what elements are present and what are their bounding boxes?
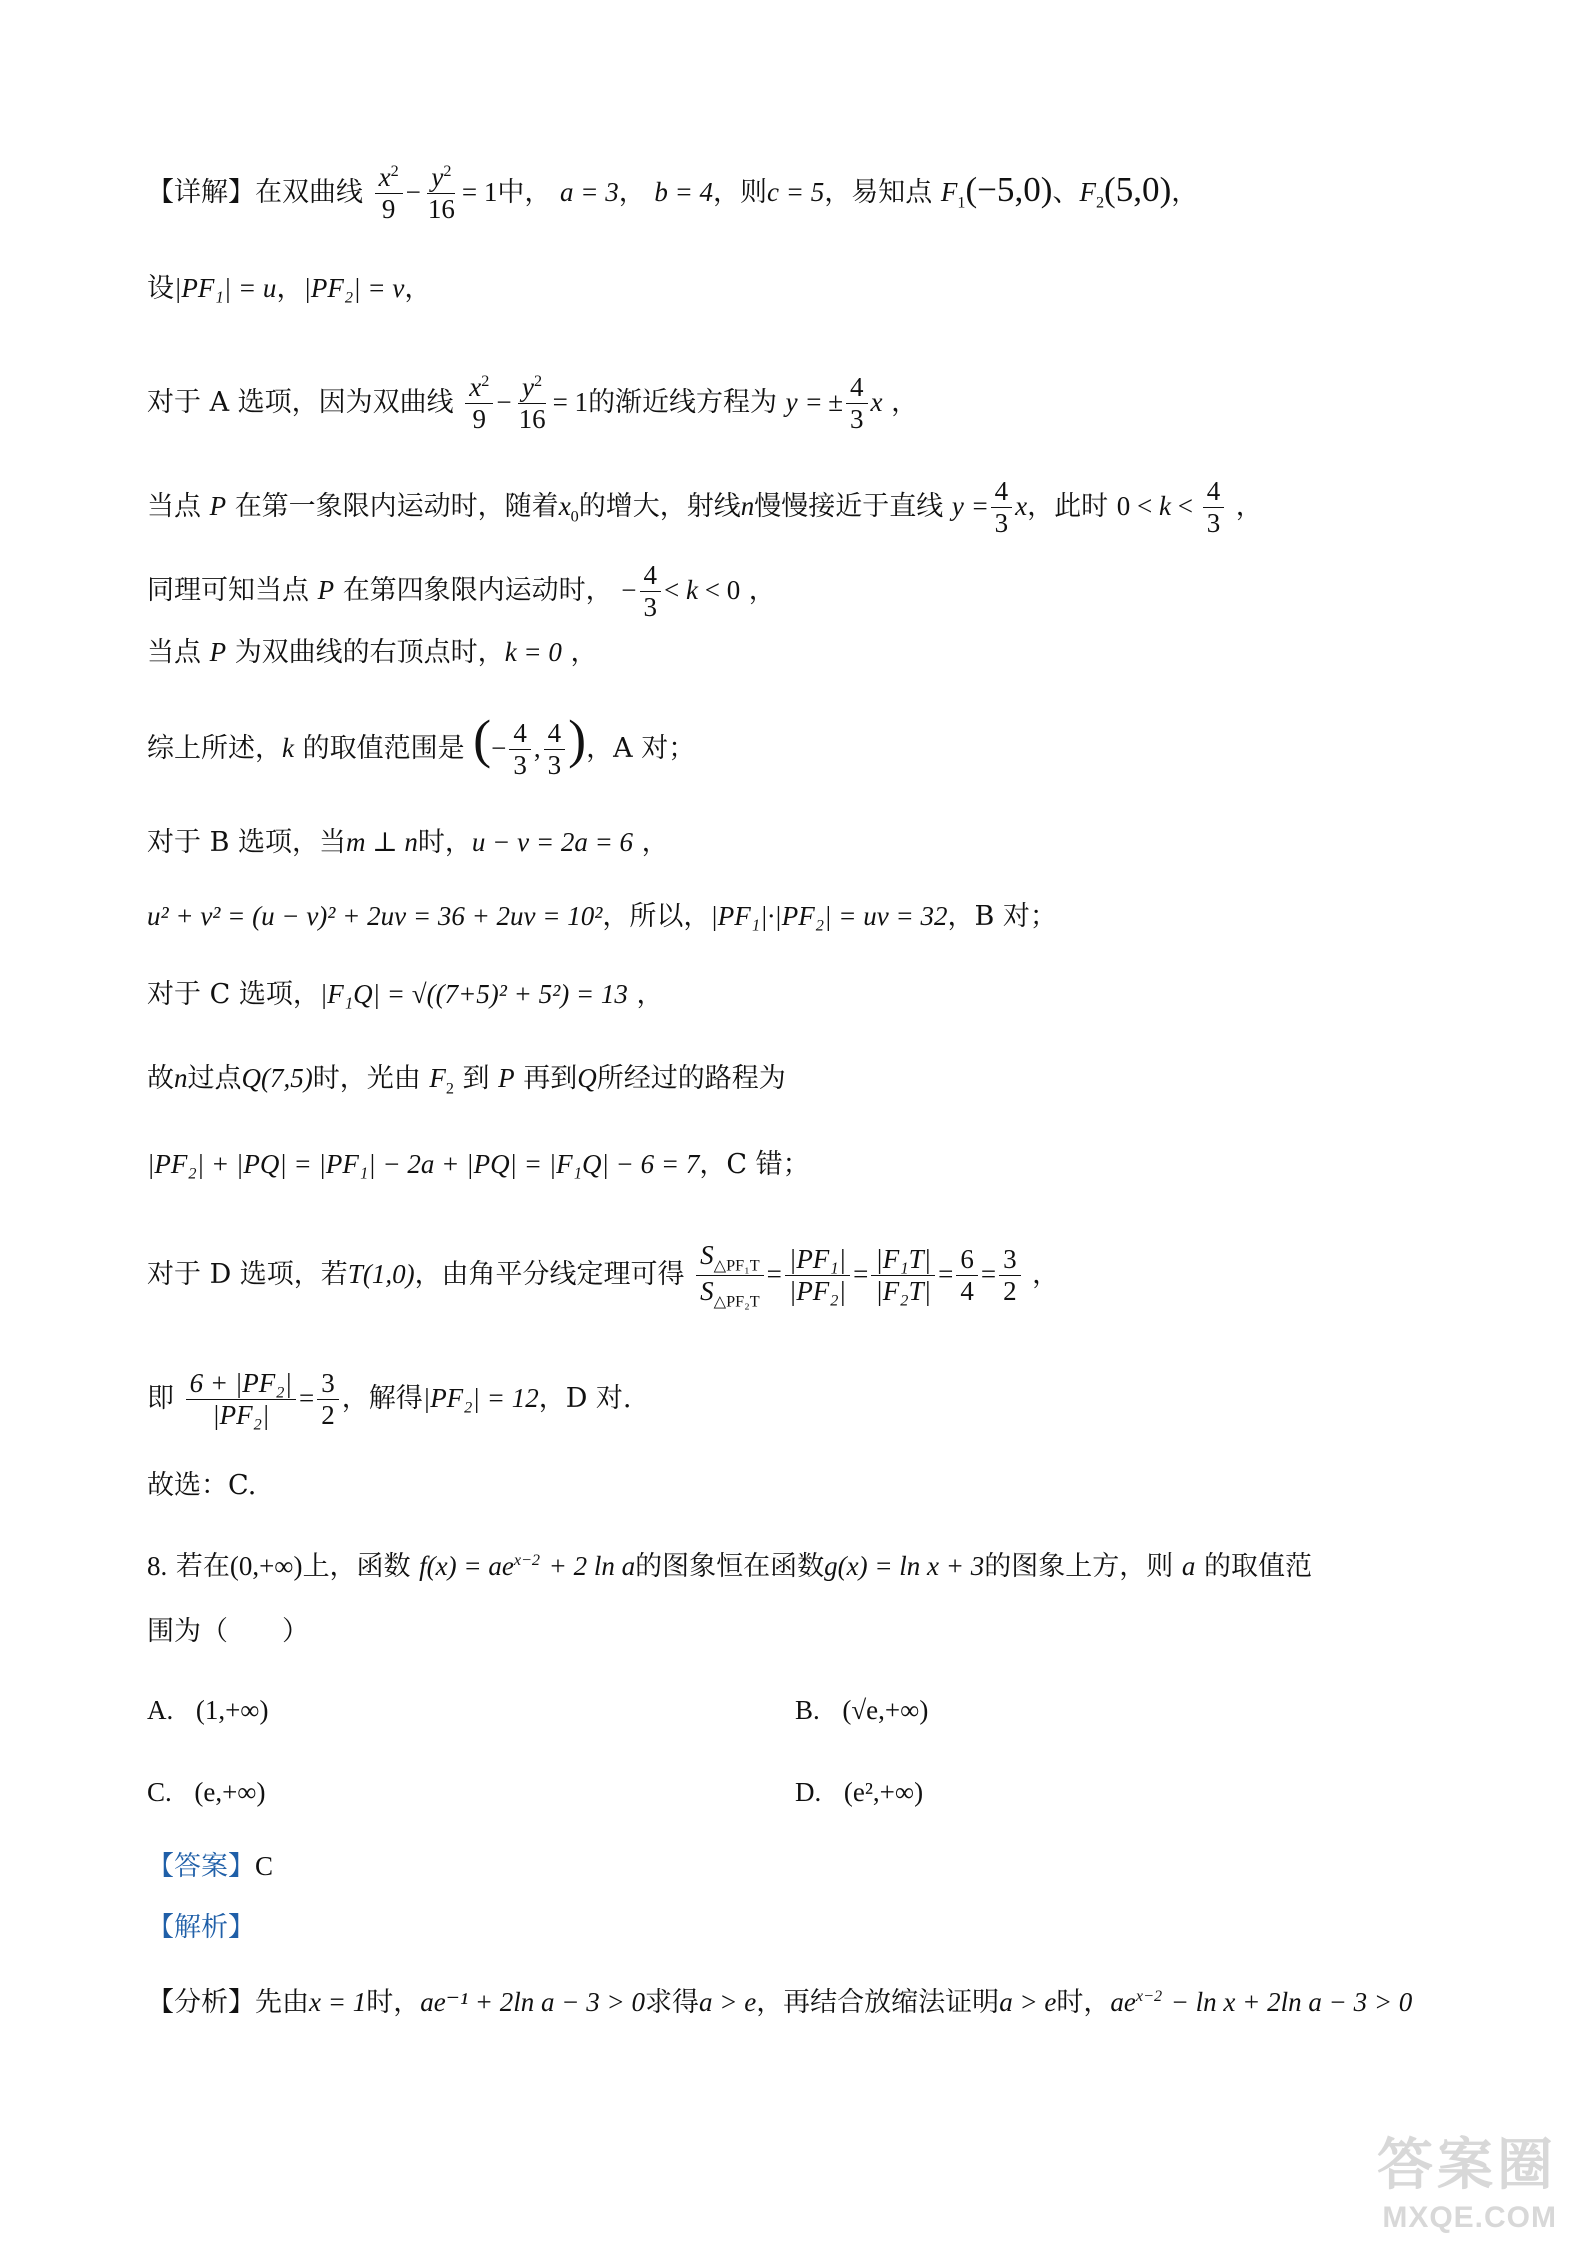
math-x1: x = 1 [309,1987,367,2017]
text: 求得 [644,1987,699,2018]
math-product: |PF₁|·|PF₂| = uv = 32 [710,901,948,931]
text: 的图象恒在函数 [635,1551,825,1582]
option-a [147,1690,269,1731]
fraction-y2-16: $\frac{y^2}{16}$ [427,162,455,225]
option-a-value: (1,+∞) [195,1695,269,1725]
math-f1q: |F₁Q| = √((7+5)² + 5²) = 13 [319,979,628,1009]
math-k0: k = 0 [504,637,562,667]
text: 对于 C 选项， [147,979,320,1010]
text: 时， [417,827,472,858]
text: ，B 对； [947,901,1057,932]
text: 在第四象限内运动时， [342,575,613,607]
text: 慢慢接近于直线 [754,491,944,523]
fenxi-line [147,1976,1412,2023]
text: 围为（ ） [147,1616,309,1647]
math-f: f(x) = ae [419,1551,514,1581]
text: 到 [462,1063,490,1094]
option-c-label: C. [147,1777,172,1807]
q8-line-2 [147,1612,309,1652]
math-q: Q(7,5) [241,1063,313,1093]
text: 中， [497,177,552,209]
text: 同理可知当点 [147,575,309,607]
optA-line-5: 综上所述，k 的取值范围是 (− $\frac{4}{3}$ , $\frac{4}{3}$ )，A 对； [147,709,696,781]
math-fexp: x−2 [513,1551,541,1569]
question-number: 8. [147,1551,168,1581]
option-a-label: A. [147,1695,174,1725]
text: 时， [366,1987,421,2018]
optC-line-1: 对于 C 选项，|F₁Q| = √((7+5)² + 5²) = 13 ， [147,979,664,1010]
math-ineq2: ae [1110,1987,1136,2017]
text: 的增大，射线 [578,491,741,523]
analysis-tag: 【解析】 [147,1912,255,1943]
text: 的取值范围是 [302,733,465,765]
fraction-x2-9: $\frac{x^2}{9}$ [375,162,403,225]
math-f2: + 2 ln a [548,1551,636,1581]
text: 故 [147,1063,174,1094]
math-ineq1: ae⁻¹ + 2ln a − 3 > 0 [420,1987,645,2017]
option-b [795,1690,928,1731]
text: 再到 [523,1063,578,1094]
option-d-label: D. [795,1777,822,1807]
text: 时， [1056,1987,1111,2018]
text: 当点 [147,637,201,668]
text: ，解得 [341,1383,423,1415]
text: ，此时 [1027,491,1109,523]
text: ，所以， [602,901,711,932]
optC-line-2: 故n过点Q(7,5)时，光由 $F_2$ 到 P 再到Q所经过的路程为 [147,1063,786,1098]
answer-tag: 【答案】 [147,1851,255,1882]
fenxi-tag: 【分析】 [147,1987,255,2018]
watermark-site: MXQE.COM [1382,2201,1557,2234]
math-uv: u − v = 2a = 6 [471,827,634,857]
text: 所经过的路程为 [596,1063,786,1094]
text: ，A 对； [586,733,696,765]
math-sum-squares: u² + v² = (u − v)² + 2uv = 36 + 2uv = 10² [147,901,603,931]
math-c: c = 5 [767,177,825,208]
analysis-line [147,1908,255,1948]
text: ， [404,273,432,304]
math-g: g(x) = ln x + 3 [824,1551,985,1581]
text: 时，光由 [312,1063,421,1094]
math-res2: a > e [999,1987,1057,2017]
text: 为双曲线的右顶点时， [234,637,505,668]
text: ，由角平分线定理可得 [414,1259,685,1291]
text: 对于 D 选项，若 [147,1259,348,1291]
answer-value: C [255,1851,274,1881]
math-pf2: |PF₂| = 12 [422,1383,539,1414]
math-v: |PF₂| = v [303,273,405,303]
optA-line-3: 同理可知当点 P 在第四象限内运动时， − $\frac{4}{3}$ < k < 0 ， [147,560,776,623]
math-ineq2exp: x−2 [1135,1987,1163,2005]
optA-line-4: 当点 P 为双曲线的右顶点时，k = 0 ， [147,637,598,668]
math-f2: (5,0) [1104,170,1172,210]
optB-line-2 [147,896,1057,937]
math-f1: (−5,0) [965,170,1053,210]
optC-line-3 [147,1144,810,1185]
answer-line [147,1846,273,1887]
detail-line-1: 【详解】在双曲线 $\frac{x^2}{9}$ − $\frac{y^2}{16}$ = 1中， a = 3， b = 4，则c = 5，易知点 $F_1(-5,0)$、$F_2(5,0)$， [147,162,1199,225]
option-d [795,1772,923,1813]
watermark [1377,2121,1557,2235]
text: 即 [147,1383,174,1415]
math-path: |PF₂| + |PQ| = |PF₁| − 2a + |PQ| = |F₁Q| − 6 = 7 [147,1149,700,1179]
math-interval: (0,+∞) [229,1551,303,1581]
math-t: T(1,0) [347,1259,415,1290]
text: ，易知点 [824,177,933,209]
watermark-logo: 答案圈 [1377,2133,1557,2196]
text: 、 [1052,177,1080,209]
text: 先由 [255,1987,309,2018]
optA-line-2: 当点 P 在第一象限内运动时，随着$x_0$的增大，射线n慢慢接近于直线 y = $\frac{4}{3}$ x，此时 0 < k < $\frac{4}{3}$ ， [147,476,1263,539]
text: 综上所述， [147,733,282,765]
optD-line-1: 对于 D 选项，若T(1,0)，由角平分线定理可得 $\frac{S_{\triangle PF_1T}}{S_{\triangle PF_2T}}$ = $\frac{\text{|PF₁|}}{\text{|PF₂|}}$ = $\frac{\text{|F₁T|}}{\text{|F₂T|}}$ = $\frac{6}{4}$ = $\frac{3}{2}$ ， [147,1240,1060,1311]
math-a: a [1181,1551,1196,1581]
text: 对于 A 选项，因为双曲线 [147,387,454,419]
text: 在第一象限内运动时，随着 [234,491,559,523]
text: ， [1171,177,1199,209]
math-perp: m ⊥ n [346,827,418,857]
math-b: b = 4 [654,177,714,208]
optB-line-1: 对于 B 选项，当m ⊥ n时，u − v = 2a = 6 ， [147,827,669,858]
text: 故选：C. [147,1470,257,1501]
text: 在双曲线 [255,177,363,209]
text: 若在 [175,1551,230,1582]
text: ，再结合放缩法证明 [756,1987,1000,2018]
text: ，D 对. [538,1383,632,1415]
text: 的取值范 [1203,1551,1312,1582]
math-ineq2b: − ln x + 2ln a − 3 > 0 [1170,1987,1413,2017]
text: 上，函数 [302,1551,411,1582]
set-line: 设|PF₁| = u，|PF₂| = v， [147,273,432,304]
text: 当点 [147,491,201,523]
option-b-label: B. [795,1695,820,1725]
math-a: a = 3 [559,177,619,208]
text: 设 [147,273,174,304]
option-c [147,1772,266,1813]
optA-line-1: 对于 A 选项，因为双曲线 $\frac{x^2}{9}$ − $\frac{y^2}{16}$ = 1的渐近线方程为 y = ± $\frac{4}{3}$ x ， [147,372,919,435]
math-res: a > e [698,1987,757,2017]
math-u: |PF₁| = u [174,273,277,303]
optD-line-2: 即 $\frac{\text{6 + |PF₂|}}{\text{|PF₂|}}$ = $\frac{3}{2}$ ，解得|PF₂| = 12，D 对. [147,1368,632,1431]
detail-tag: 【详解】 [147,177,255,209]
text: 的渐近线方程为 [588,387,778,419]
text: ，C 错； [699,1149,810,1180]
text: ，则 [713,177,768,209]
text: 过点 [187,1063,242,1094]
option-d-value: (e²,+∞) [843,1777,924,1807]
q8-line-1 [147,1540,1312,1587]
option-c-value: (e,+∞) [194,1777,266,1807]
text: 对于 B 选项，当 [147,827,347,858]
text: 的图象上方，则 [984,1551,1174,1582]
choose-line [147,1466,256,1506]
option-b-value: (√e,+∞) [842,1695,929,1725]
